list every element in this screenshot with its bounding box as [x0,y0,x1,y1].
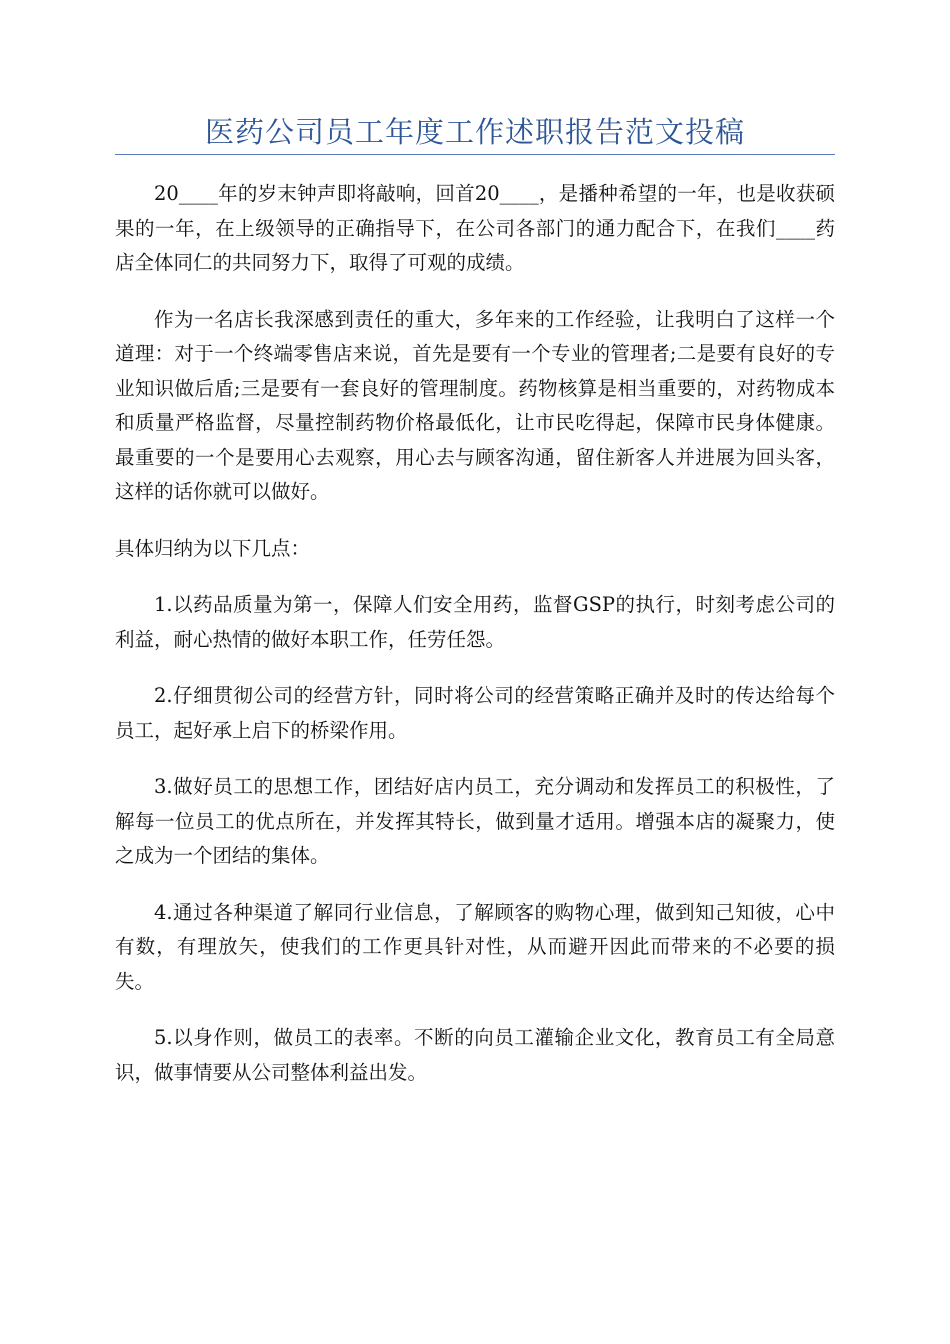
document-title: 医药公司员工年度工作述职报告范文投稿 [204,115,745,149]
list-item-4: 4.通过各种渠道了解同行业信息，了解顾客的购物心理，做到知己知彼，心中有数，有理放矢，使我们的工作更具针对性，从而避开因此而带来的不必要的损失。 [115,900,835,993]
title-underline [115,154,835,155]
list-item-2: 2.仔细贯彻公司的经营方针，同时将公司的经营策略正确并及时的传达给每个员工，起好承上启下的桥梁作用。 [115,684,835,742]
list-item-5: 5.以身作则，做员工的表率。不断的向员工灌输企业文化，教育员工有全局意识，做事情要从公司整体利益出发。 [115,1026,835,1084]
document-body [115,177,835,1112]
list-item-3: 3.做好员工的思想工作，团结好店内员工，充分调动和发挥员工的积极性，了解每一位员工的优点所在，并发挥其特长，做到量才适用。增强本店的凝聚力，使之成为一个团结的集体。 [115,775,835,867]
paragraph-summary-heading: 具体归纳为以下几点： [115,536,311,560]
paragraph-intro: 20____年的岁末钟声即将敲响，回首20____，是播种希望的一年，也是收获硕果的一年，在上级领导的正确指导下，在公司各部门的通力配合下，在我们____药店全体同仁的共同努力下，取得了可观的成绩。 [115,182,835,274]
paragraph-experience: 作为一名店长我深感到责任的重大，多年来的工作经验，让我明白了这样一个道理：对于一个终端零售店来说，首先是要有一个专业的管理者;二是要有良好的专业知识做后盾;三是要有一套良好的管理制度。药物核算是相当重要的，对药物成本和质量严格监督，尽量控制药物价格最低化，让市民吃得起，保障市民身体健康。最重要的一个是要用心去观察，用心去与顾客沟通，留住新客人并进展为回头客，这样的话你就可以做好。 [115,307,835,503]
list-item-1: 1.以药品质量为第一，保障人们安全用药，监督GSP的执行，时刻考虑公司的利益，耐心热情的做好本职工作，任劳任怨。 [115,593,835,651]
